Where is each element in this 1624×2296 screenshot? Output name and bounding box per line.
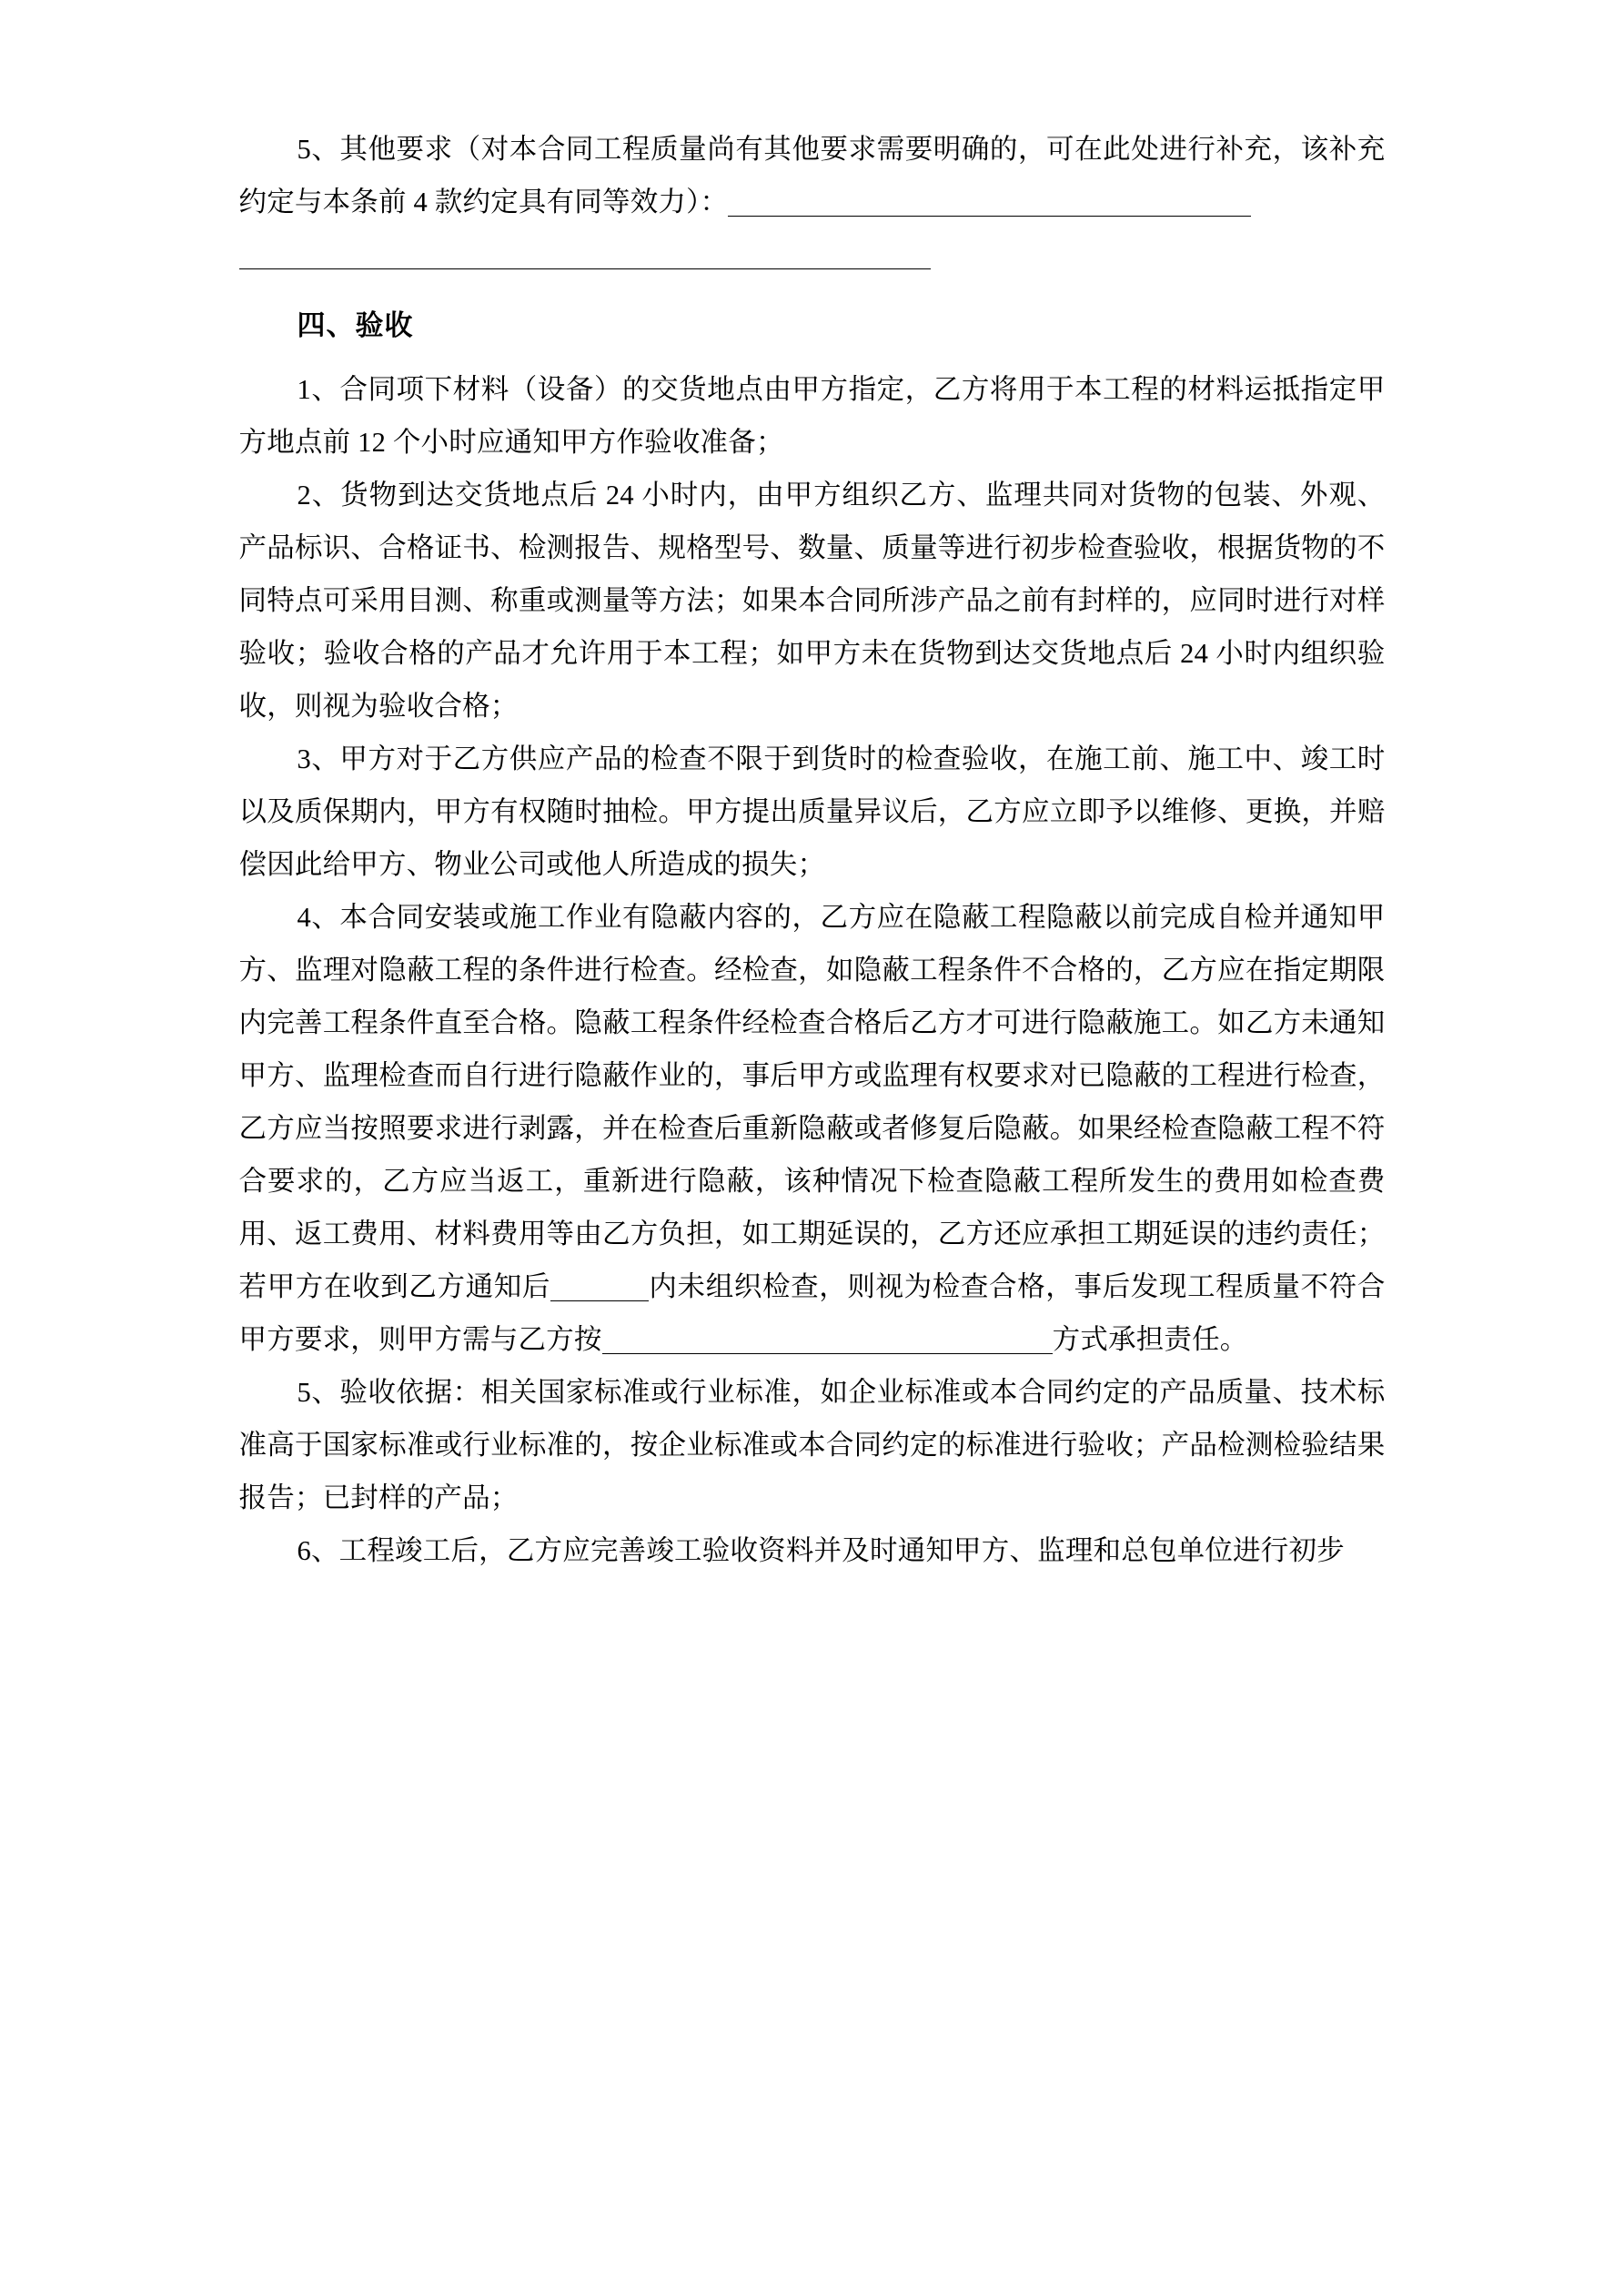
fill-in-blank-other-requirements[interactable]	[728, 188, 1251, 217]
other-requirements-text	[239, 123, 1386, 228]
other-requirements-continuation	[239, 228, 1386, 281]
fill-in-blank-notice-period[interactable]	[550, 1273, 649, 1301]
section-other-requirements	[239, 123, 1386, 281]
paragraph-4-text-part-1: 4、本合同安装或施工作业有隐蔽内容的，乙方应在隐蔽工程隐蔽以前完成自检并通知甲方、监理对隐蔽工程的条件进行检查。经检查，如隐蔽工程条件不合格的，乙方应在指定期限内完善工程条件直至合格。隐蔽工程条件经检查合格后乙方才可进行隐蔽施工。如乙方未通知甲方、监理检查而自行进行隐蔽作业的，事后甲方或监理有权要求对已隐蔽的工程进行检查，乙方应当按照要求进行剥露，并在检查后重新隐蔽或者修复后隐蔽。如果经检查隐蔽工程不符合要求的，乙方应当返工，重新进行隐蔽，该种情况下检查隐蔽工程所发生的费用如检查费用、返工费用、材料费用等由乙方负担，如工期延误的，乙方还应承担工期延误的违约责任；若甲方在收到乙方通知后	[238, 902, 1386, 1302]
paragraph-4	[239, 891, 1386, 1366]
paragraph-6: 6、工程竣工后，乙方应完善竣工验收资料并及时通知甲方、监理和总包单位进行初步	[297, 1535, 1345, 1566]
fill-in-blank-other-requirements-2[interactable]	[239, 241, 931, 269]
paragraph-3: 3、甲方对于乙方供应产品的检查不限于到货时的检查验收，在施工前、施工中、竣工时以及质保期内，甲方有权随时抽检。甲方提出质量异议后，乙方应立即予以维修、更换，并赔偿因此给甲方、物业公司或他人所造成的损失；	[238, 743, 1386, 880]
paragraph-1: 1、合同项下材料（设备）的交货地点由甲方指定，乙方将用于本工程的材料运抵指定甲方地点前 12 个小时应通知甲方作验收准备；	[238, 374, 1386, 458]
paragraph-2: 2、货物到达交货地点后 24 小时内，由甲方组织乙方、监理共同对货物的包装、外观、产品标识、合格证书、检测报告、规格型号、数量、质量等进行初步检查验收，根据货物的不同特点可采用目测、称重或测量等方法；如果本合同所涉产品之前有封样的，应同时进行对样验收；验收合格的产品才允许用于本工程；如甲方未在货物到达交货地点后 24 小时内组织验收，则视为验收合格；	[238, 480, 1386, 722]
other-requirements-label: 5、其他要求（对本合同工程质量尚有其他要求需要明确的，可在此处进行补充，该补充约定与本条前 4 款约定具有同等效力）：	[238, 134, 1386, 217]
paragraph-4-text-part-2: 内未组织检查，则视为检查合格，事后发现工程质量不符合甲方要求，则甲方需与乙方按	[238, 1271, 1386, 1355]
section-heading-acceptance: 四、验收	[297, 309, 414, 341]
document-body	[239, 123, 1386, 1577]
paragraph-4-text-part-3: 方式承担责任。	[1052, 1324, 1248, 1355]
paragraph-5: 5、验收依据：相关国家标准或行业标准，如企业标准或本合同约定的产品质量、技术标准高于国家标准或行业标准的，按企业标准或本合同约定的标准进行验收；产品检测检验结果报告；已封样的产品；	[238, 1377, 1386, 1513]
fill-in-blank-liability-method[interactable]	[602, 1326, 1053, 1354]
